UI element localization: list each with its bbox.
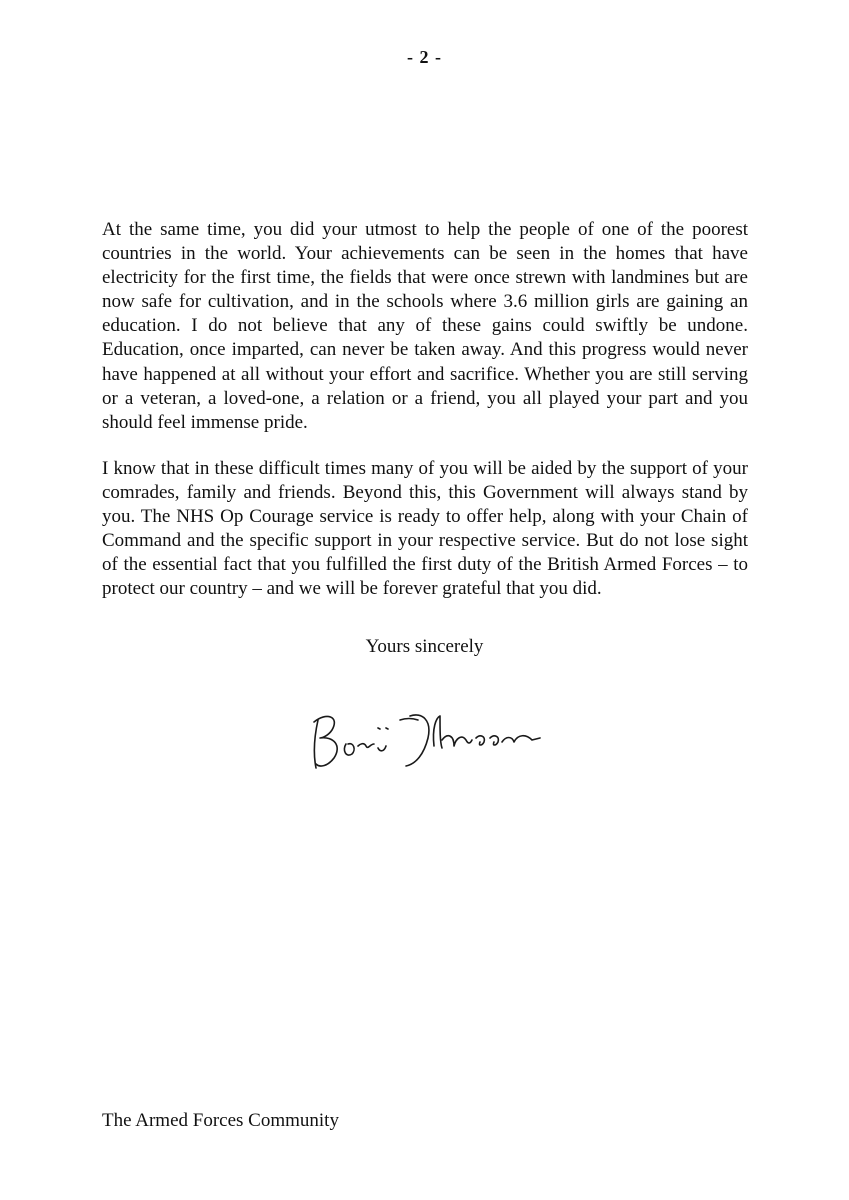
- signature-icon: [300, 698, 550, 778]
- paragraph-2: I know that in these difficult times many of you will be aided by the support of your comrades, family and friends. Beyond this, this Government will always stand by you. The NHS Op Courage service is ready to offer help, along with your Chain of Command and the specific support in your respective service. But do not lose sight of the essential fact that you fulfilled the first duty of the British Armed Forces – to protect our country – and we will be forever grateful that you did.: [102, 457, 748, 600]
- recipient-line: The Armed Forces Community: [102, 1110, 339, 1131]
- letter-body: [102, 218, 748, 623]
- valediction: Yours sincerely: [365, 636, 484, 657]
- page-number: - 2 -: [407, 47, 442, 67]
- paragraph-1: At the same time, you did your utmost to help the people of one of the poorest countries in the world. Your achievements can be seen in the homes that have electricity for the first time, the fields that were once strewn with landmines but are now safe for cultivation, and in the schools where 3.6 million girls are gaining an education. I do not believe that any of these gains could swiftly be undone. Education, once imparted, can never be taken away. And this progress would never have happened at all without your effort and sacrifice. Whether you are still serving or a veteran, a loved-one, a relation or a friend, you all played your part and you should feel immense pride.: [102, 219, 748, 433]
